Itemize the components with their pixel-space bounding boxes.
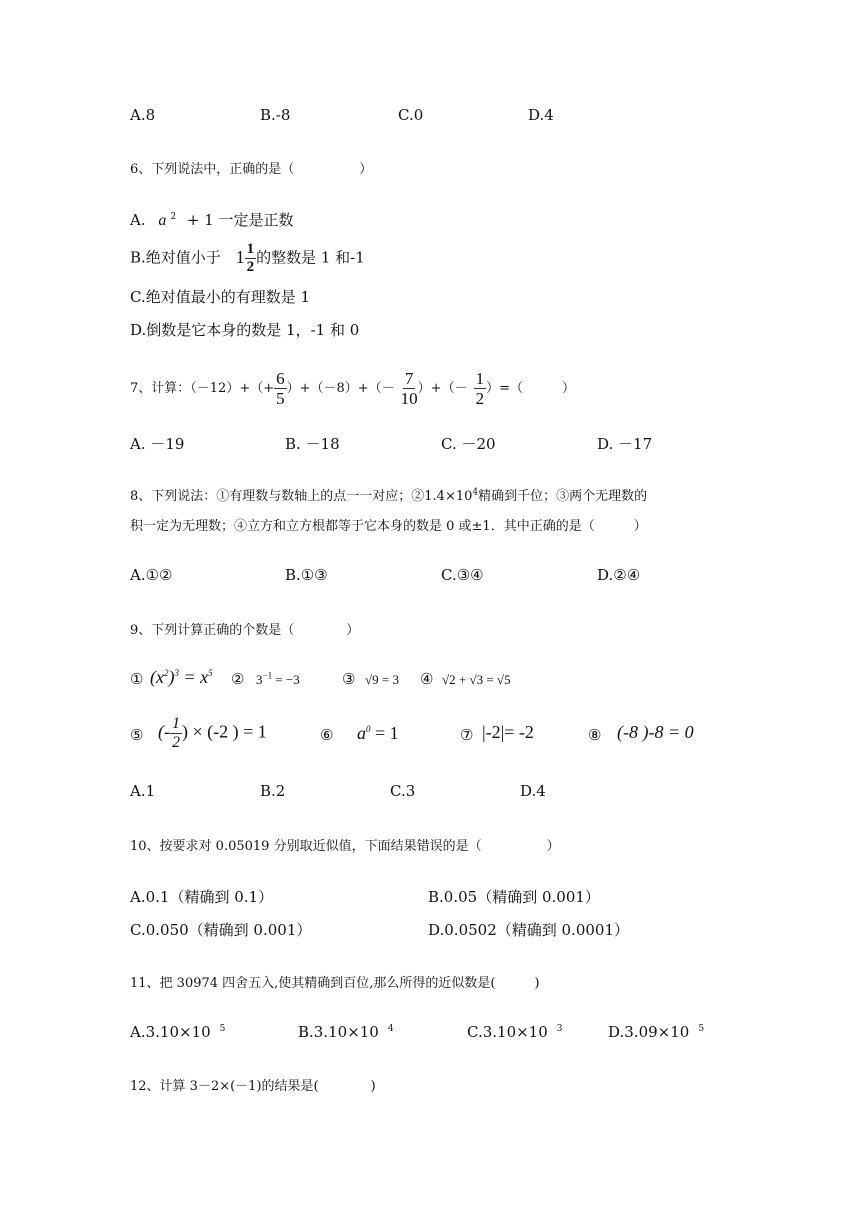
q6-b-num: 1 (246, 241, 255, 257)
q9-marker-4: ④ (420, 670, 434, 688)
q9-expr-4: √2 + √3 = √5 (442, 672, 511, 687)
q7-option-d: D. －17 (597, 435, 653, 453)
q9-expr-1 (150, 667, 213, 688)
q11-option-c (467, 1023, 563, 1041)
q7-fraction-2 (401, 370, 418, 407)
q11-c-text: C.3.10×10 (467, 1023, 548, 1041)
q9-option-a: A.1 (130, 782, 156, 800)
q7-stem-start: 7、计算：（－12）+（+ (130, 381, 275, 396)
q6-option-d: D.倒数是它本身的数是 1，-1 和 0 (130, 321, 360, 339)
q5-option-d: D.4 (528, 106, 554, 124)
q9-e5-den: 2 (172, 734, 180, 751)
q6-option-c: C.绝对值最小的有理数是 1 (130, 288, 311, 306)
q7-f2-den: 10 (400, 389, 418, 408)
q7-option-c: C. －20 (441, 435, 496, 453)
q12-stem: 12、计算 3－2×(－1)的结果是( ) (130, 1079, 376, 1094)
q5-option-c: C.0 (398, 106, 424, 124)
q8-line1-sup: 4 (472, 487, 479, 498)
q9-e5-rest: ) × (-2 ) = 1 (182, 721, 267, 742)
q9-expr-2 (256, 672, 300, 688)
q9-marker-8: ⑧ (588, 726, 602, 744)
q9-option-c: C.3 (390, 782, 416, 800)
q6-a-var: a (158, 212, 167, 229)
q7-end: ）=（ ） (486, 381, 575, 396)
q9-e1-sup2: 3 (174, 668, 179, 678)
q9-option-b: B.2 (260, 782, 286, 800)
q11-a-text: A.3.10×10 (130, 1023, 211, 1041)
q7-mid-2: ）+（－ (417, 381, 468, 396)
q6-stem: 6、下列说法中，正确的是（ ） (130, 162, 373, 177)
q9-marker-1: ① (130, 670, 144, 688)
q8-line1-b: 精确到千位；③两个无理数的 (478, 489, 648, 504)
q7-f1-den: 5 (276, 389, 285, 408)
q9-marker-2: ② (231, 670, 245, 688)
q8-option-c: C.③④ (441, 566, 484, 584)
q9-marker-6: ⑥ (320, 726, 334, 744)
q6-b-whole: 1 (235, 246, 245, 267)
q11-option-d (608, 1023, 704, 1041)
q11-a-sup: 5 (219, 1024, 226, 1034)
q8-stem-line-1 (130, 485, 647, 504)
q7-fraction-3 (474, 370, 487, 407)
q5-option-a: A.8 (130, 106, 156, 124)
q9-marker-3: ③ (342, 670, 356, 688)
q7-option-a: A. －19 (130, 435, 185, 453)
q11-b-text: B.3.10×10 (298, 1023, 379, 1041)
q9-expr-7: |-2|= -2 (482, 722, 534, 742)
q9-e1-base: (x (150, 667, 164, 687)
q11-d-sup: 5 (698, 1024, 705, 1034)
q6-a-prefix: A. (130, 211, 146, 229)
q9-e5-num: 1 (172, 715, 180, 732)
q11-b-sup: 4 (387, 1024, 394, 1034)
q6-b-fraction (245, 242, 257, 275)
q7-f1-num: 6 (276, 369, 285, 388)
q10-option-b: B.0.05（精确到 0.001） (428, 888, 600, 906)
q9-e5-open: (- (158, 721, 170, 742)
q9-e5-fraction (170, 716, 182, 751)
q9-expr-6 (357, 723, 399, 744)
q9-e1-close: ) (168, 667, 175, 687)
q10-option-d: D.0.0502（精确到 0.0001） (428, 921, 629, 939)
q9-e2-base: 3 (256, 672, 263, 687)
q5-option-b: B.-8 (260, 106, 291, 124)
q7-f3-num: 1 (475, 369, 485, 388)
q8-stem-line-2: 积一定为无理数；④立方和立方根都等于它本身的数是 0 或±1．其中正确的是（ ） (130, 519, 647, 534)
q8-option-d: D.②④ (597, 566, 641, 584)
q9-option-d: D.4 (520, 782, 546, 800)
q11-d-text: D.3.09×10 (608, 1023, 690, 1041)
q6-b-rest: 的整数是 1 和-1 (256, 248, 365, 267)
q11-stem: 11、把 30974 四舍五入,使其精确到百位,那么所得的近似数是( ) (130, 976, 540, 991)
q9-stem: 9、下列计算正确的个数是（ ） (130, 623, 360, 638)
q9-e6-rest: = 1 (375, 723, 399, 743)
q11-option-a (130, 1023, 225, 1041)
q9-e2-rest: = −3 (275, 672, 300, 687)
q9-e1-sup1: 2 (163, 668, 169, 678)
q10-option-a: A.0.1（精确到 0.1） (130, 888, 274, 906)
q9-e1-sup3: 5 (208, 668, 213, 678)
q7-f2-num: 7 (404, 369, 414, 388)
q8-line1-a: 8、下列说法：①有理数与数轴上的点一一对应；②1.4×10 (130, 489, 473, 504)
q9-expr-5 (158, 716, 267, 751)
q7-mid-1: ）+（－8）+（－ (286, 381, 395, 396)
q9-e2-sup: −1 (262, 670, 273, 681)
q7-stem (130, 370, 575, 407)
q9-e1-eq: = x (183, 667, 209, 687)
q7-option-b: B. －18 (285, 435, 340, 453)
q11-c-sup: 3 (556, 1024, 563, 1034)
q9-expr-8: (-8 )-8 = 0 (617, 722, 694, 742)
q6-b-den: 2 (246, 259, 255, 275)
q9-e6-sup: 0 (366, 724, 371, 734)
q6-a-rest: + 1 一定是正数 (186, 211, 294, 229)
q6-option-b (130, 242, 365, 275)
q6-option-a (130, 209, 294, 230)
q9-e6-base: a (357, 723, 366, 743)
q11-option-b (298, 1023, 394, 1041)
q7-fraction-1 (274, 370, 287, 407)
q9-marker-5: ⑤ (130, 726, 144, 744)
q10-stem: 10、按要求对 0.05019 分别取近似值，下面结果错误的是（ ） (130, 839, 560, 854)
q6-b-prefix: B.绝对值小于 (130, 248, 221, 267)
q7-f3-den: 2 (475, 389, 485, 408)
q8-option-b: B.①③ (285, 566, 328, 584)
q9-marker-7: ⑦ (460, 726, 474, 744)
q6-a-sup: 2 (170, 212, 177, 222)
q9-expr-3: √9 = 3 (365, 672, 399, 687)
q10-option-c: C.0.050（精确到 0.001） (130, 921, 312, 939)
q8-option-a: A.①② (130, 566, 173, 584)
